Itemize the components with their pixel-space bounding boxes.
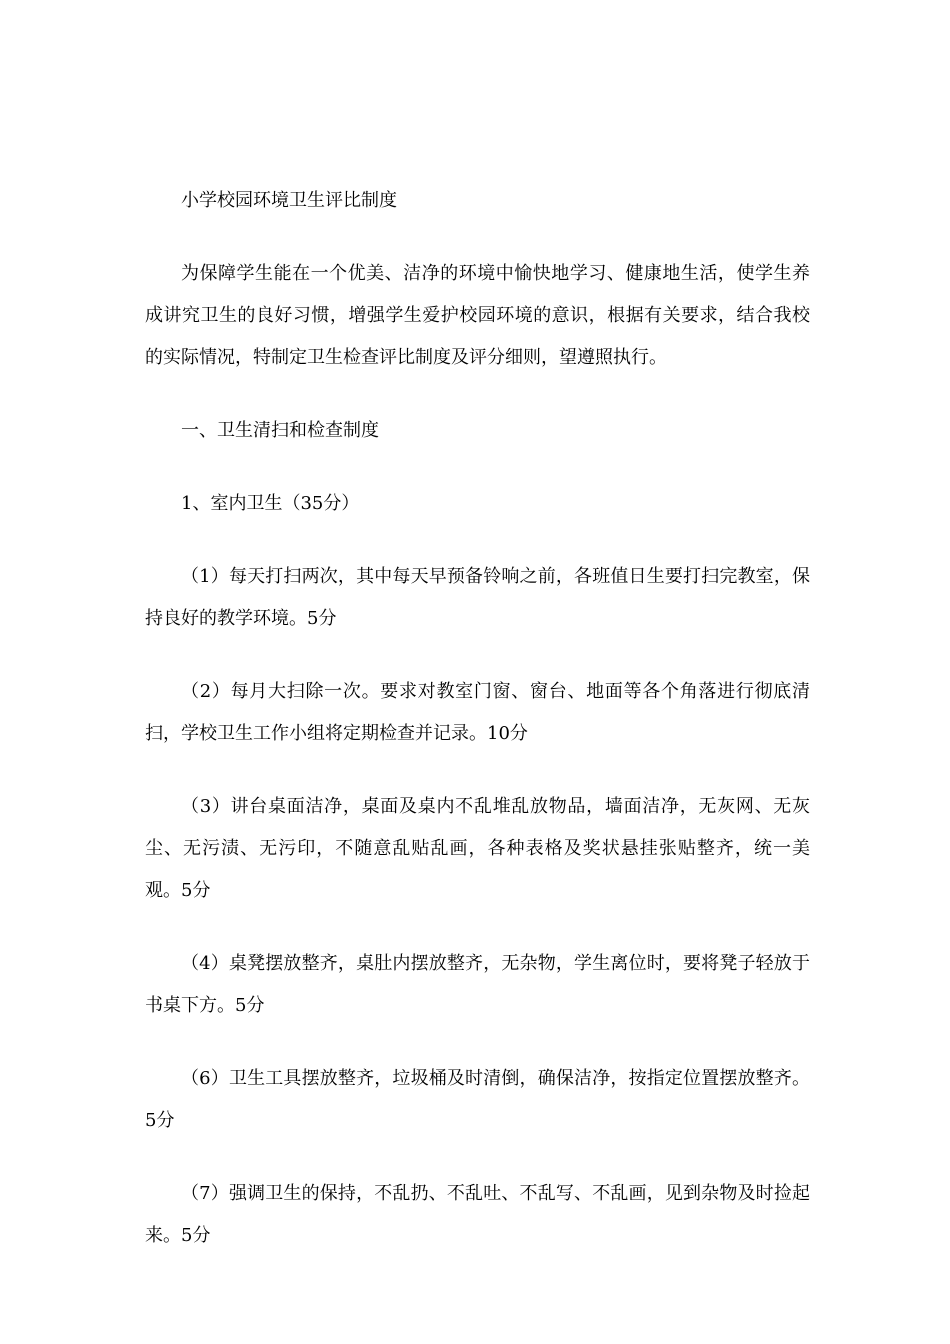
rule-item-1: （1）每天打扫两次，其中每天早预备铃响之前，各班值日生要打扫完教室，保持良好的教学环境。5分 [145, 566, 810, 629]
document-title: 小学校园环境卫生评比制度 [181, 190, 397, 211]
rule-item-6: （6）卫生工具摆放整齐，垃圾桶及时清倒，确保洁净，按指定位置摆放整齐。5分 [145, 1068, 810, 1131]
subsection-heading: 1、室内卫生（35分） [181, 493, 360, 514]
section-heading: 一、卫生清扫和检查制度 [181, 420, 379, 441]
intro-paragraph: 为保障学生能在一个优美、洁净的环境中愉快地学习、健康地生活，使学生养成讲究卫生的良好习惯，增强学生爱护校园环境的意识，根据有关要求，结合我校的实际情况，特制定卫生检查评比制度及评分细则，望遵照执行。 [145, 263, 810, 368]
rule-item-7: （7）强调卫生的保持，不乱扔、不乱吐、不乱写、不乱画，见到杂物及时捡起来。5分 [145, 1183, 810, 1246]
rule-item-4: （4）桌凳摆放整齐，桌肚内摆放整齐，无杂物，学生离位时，要将凳子轻放于书桌下方。5分 [145, 953, 810, 1016]
rule-item-2: （2）每月大扫除一次。要求对教室门窗、窗台、地面等各个角落进行彻底清扫，学校卫生工作小组将定期检查并记录。10分 [145, 681, 810, 744]
rule-item-3: （3）讲台桌面洁净，桌面及桌内不乱堆乱放物品，墙面洁净，无灰网、无灰尘、无污渍、无污印，不随意乱贴乱画，各种表格及奖状悬挂张贴整齐，统一美观。5分 [145, 796, 810, 901]
document-body [145, 180, 810, 1288]
